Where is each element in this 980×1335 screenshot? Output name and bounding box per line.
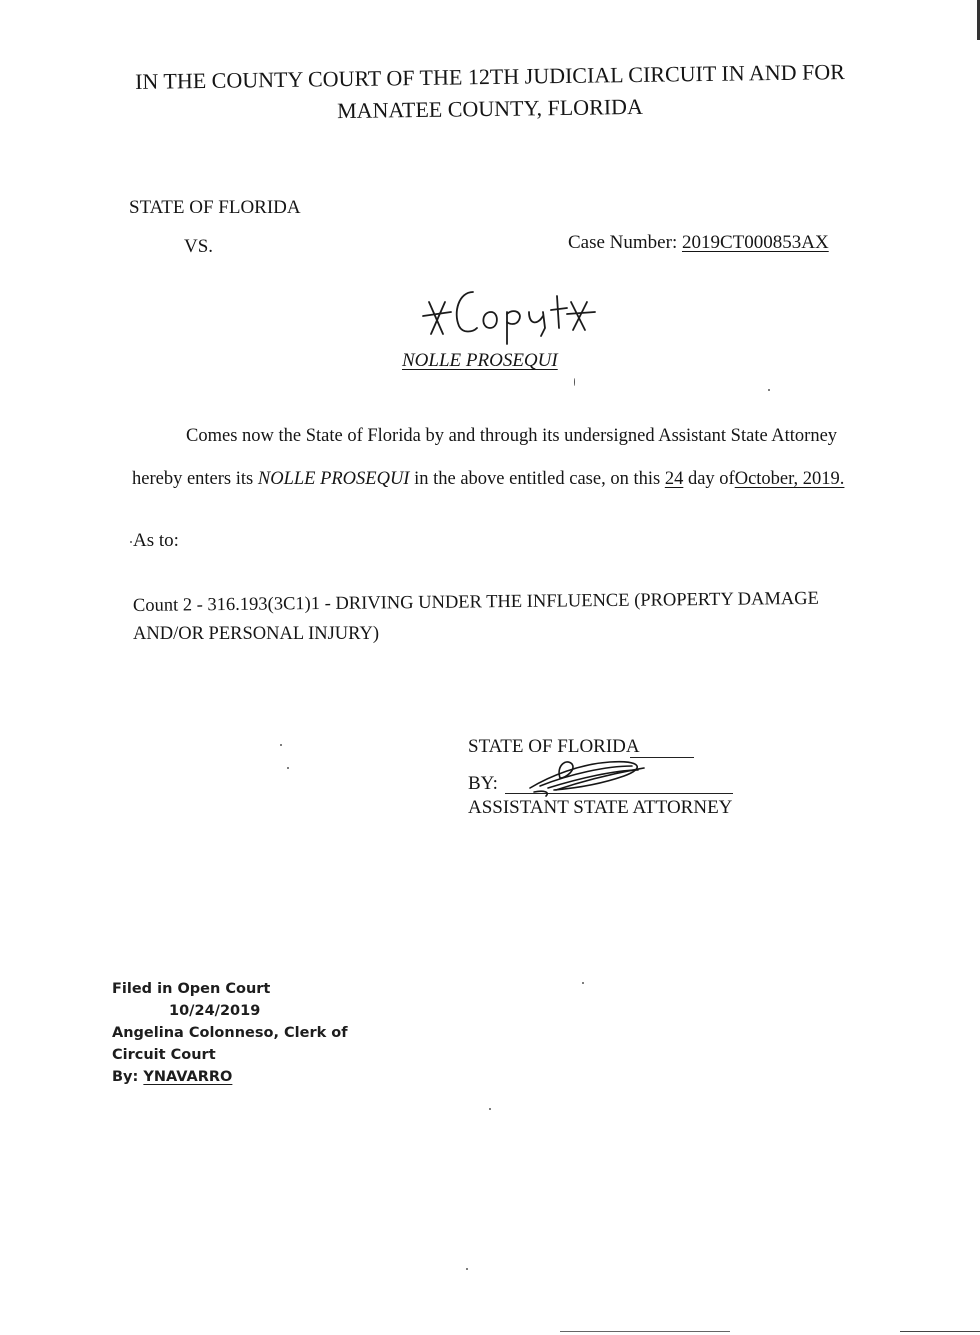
filing-stamp-line1: Filed in Open Court bbox=[112, 981, 271, 997]
scan-speck bbox=[466, 1268, 468, 1270]
scan-speck bbox=[489, 1108, 491, 1110]
signature-state: STATE OF FLORIDA bbox=[468, 736, 640, 757]
case-number-value: 2019CT000853AX bbox=[681, 232, 829, 253]
as-to-label: As to: bbox=[133, 530, 179, 551]
count-line-2: AND/OR PERSONAL INJURY) bbox=[133, 624, 380, 644]
scan-speck bbox=[582, 982, 584, 984]
court-heading-line1: IN THE COUNTY COURT OF THE 12TH JUDICIAL CIRCUIT IN AND FOR bbox=[134, 59, 846, 94]
court-heading bbox=[0, 59, 980, 124]
body-nolle-italic: NOLLE PROSEQUI bbox=[257, 469, 410, 489]
versus-label: VS. bbox=[184, 236, 214, 257]
court-heading-line2: MANATEE COUNTY, FLORIDA bbox=[336, 93, 644, 124]
filing-stamp-by-name: YNAVARRO bbox=[143, 1069, 233, 1085]
handwritten-copy-note bbox=[415, 282, 615, 346]
scan-speck bbox=[287, 767, 289, 769]
filing-stamp bbox=[112, 978, 348, 1088]
filing-stamp-court: Circuit Court bbox=[112, 1047, 216, 1063]
scan-edge-line bbox=[900, 1331, 980, 1332]
case-number bbox=[568, 232, 829, 254]
scan-speck bbox=[130, 541, 132, 543]
document-title: NOLLE PROSEQUI bbox=[402, 350, 558, 371]
body-line-2-pre: hereby enters its bbox=[132, 469, 254, 489]
filing-stamp-clerk: Angelina Colonneso, Clerk of bbox=[112, 1025, 348, 1041]
signature-title: ASSISTANT STATE ATTORNEY bbox=[468, 797, 733, 818]
body-line-2-mid: in the above entitled case, on this bbox=[414, 469, 661, 489]
plaintiff-name: STATE OF FLORIDA bbox=[129, 197, 301, 218]
body-line-2 bbox=[132, 469, 844, 490]
scan-speck bbox=[574, 378, 575, 386]
filing-stamp-date: 10/24/2019 bbox=[169, 1003, 261, 1019]
body-line-1: Comes now the State of Florida by and through its undersigned Assistant State Attorney bbox=[186, 426, 838, 446]
filing-stamp-by bbox=[112, 1066, 348, 1088]
body-day-word: day of bbox=[687, 469, 735, 489]
body-month-year: October, 2019. bbox=[734, 469, 845, 489]
count-line-1: Count 2 - 316.193(3C1)1 - DRIVING UNDER THE INFLUENCE (PROPERTY DAMAGE bbox=[132, 588, 819, 616]
scan-speck bbox=[280, 744, 282, 746]
scan-edge-line bbox=[560, 1331, 730, 1332]
signature-by-label: BY: bbox=[468, 773, 498, 794]
attorney-signature bbox=[520, 756, 670, 800]
filing-stamp-by-label: By: bbox=[112, 1069, 139, 1085]
body-day: 24 bbox=[664, 469, 684, 489]
case-number-label: Case Number: bbox=[568, 232, 678, 253]
scan-speck bbox=[768, 389, 770, 391]
